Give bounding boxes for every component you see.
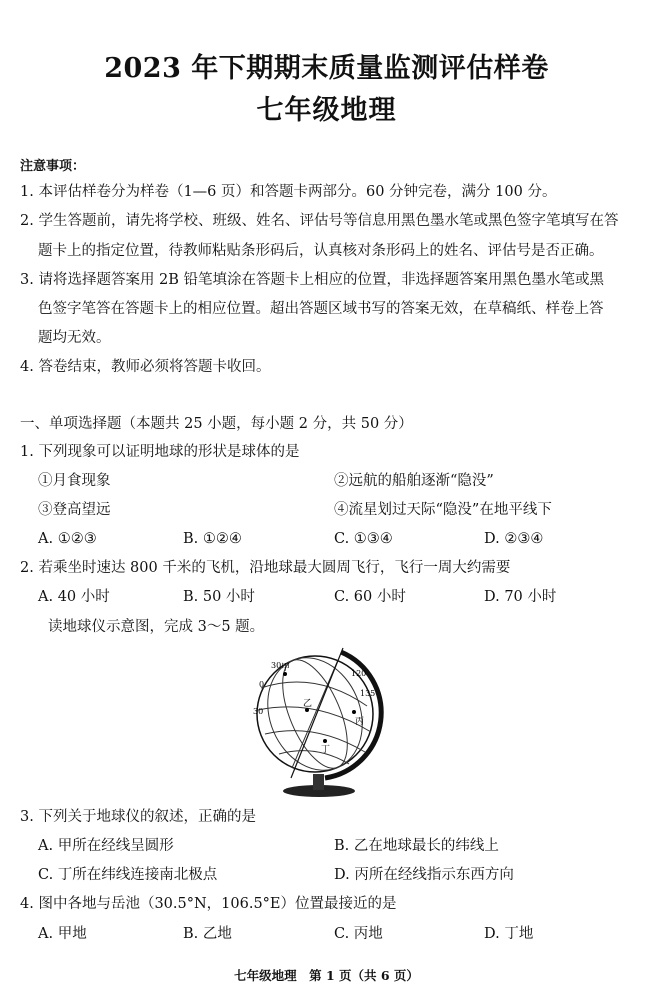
q1-item-4: ④流星划过天际“隐没”在地平线下 bbox=[334, 502, 552, 518]
q3-option-b: B. 乙在地球最长的纬线上 bbox=[334, 838, 499, 854]
label-bing: 丙 bbox=[355, 717, 365, 727]
label-135: 135 bbox=[360, 689, 376, 698]
q1-item-3: ③登高望远 bbox=[38, 502, 111, 518]
notes-heading: 注意事项： bbox=[20, 159, 86, 174]
q2-option-a: A. 40 小时 bbox=[38, 589, 110, 605]
q1-option-b: B. ①②④ bbox=[183, 531, 242, 547]
page-footer: 七年级地理 第 1 页（共 6 页） bbox=[234, 968, 419, 983]
q2-option-d: D. 70 小时 bbox=[484, 589, 557, 605]
question-1-stem: 1. 下列现象可以证明地球的形状是球体的是 bbox=[20, 444, 300, 460]
question-4-stem: 4. 图中各地与岳池（30.5°N，106.5°E）位置最接近的是 bbox=[20, 896, 397, 912]
note-line: 题卡上的指定位置，待教师粘贴条形码后，认真核对条形码上的姓名、评估号是否正确。 bbox=[38, 243, 604, 259]
read-instruction: 读地球仪示意图，完成 3～5 题。 bbox=[48, 619, 265, 635]
q2-option-c: C. 60 小时 bbox=[334, 589, 406, 605]
question-2-stem: 2. 若乘坐时速达 800 千米的飞机，沿地球最大圆周飞行，飞行一周大约需要 bbox=[20, 560, 511, 576]
question-3-stem: 3. 下列关于地球仪的叙述，正确的是 bbox=[20, 809, 256, 825]
exam-subject: 七年级地理 bbox=[256, 95, 397, 126]
note-line: 题均无效。 bbox=[38, 330, 111, 346]
q4-option-d: D. 丁地 bbox=[484, 926, 534, 942]
exam-title: 2023 年下期期末质量监测评估样卷 bbox=[104, 53, 549, 84]
q3-option-c: C. 丁所在纬线连接南北极点 bbox=[38, 867, 218, 883]
q1-option-d: D. ②③④ bbox=[484, 531, 544, 547]
label-120: 120 bbox=[351, 669, 367, 678]
label-yi: 乙 bbox=[303, 699, 313, 709]
label-30-left: 30 bbox=[253, 707, 264, 716]
label-jia: 甲 bbox=[281, 663, 291, 673]
q4-option-c: C. 丙地 bbox=[334, 926, 383, 942]
note-line: 3. 请将选择题答案用 2B 铅笔填涂在答题卡上相应的位置，非选择题答案用黑色墨水笔或黑 bbox=[20, 272, 605, 288]
q1-option-a: A. ①②③ bbox=[38, 531, 97, 547]
q4-option-b: B. 乙地 bbox=[183, 926, 232, 942]
label-ding: 丁 bbox=[321, 745, 331, 755]
q1-option-c: C. ①③④ bbox=[334, 531, 393, 547]
note-line: 1. 本评估样卷分为样卷（1—6 页）和答题卡两部分。60 分钟完卷，满分 100 分。 bbox=[20, 184, 557, 200]
q1-item-2: ②远航的船舶逐渐“隐没” bbox=[334, 473, 494, 489]
q2-option-b: B. 50 小时 bbox=[183, 589, 255, 605]
q1-item-1: ①月食现象 bbox=[38, 473, 111, 489]
note-line: 2. 学生答题前，请先将学校、班级、姓名、评估号等信息用黑色墨水笔或黑色签字笔填写在答 bbox=[20, 213, 619, 229]
q3-option-d: D. 丙所在经线指示东西方向 bbox=[334, 867, 514, 883]
label-0: 0 bbox=[259, 680, 265, 689]
label-30-top: 30 bbox=[271, 661, 282, 670]
globe-diagram bbox=[243, 640, 393, 800]
note-line: 色签字笔答在答题卡上的相应位置。超出答题区域书写的答案无效，在草稿纸、样卷上答 bbox=[38, 301, 604, 317]
q3-option-a: A. 甲所在经线呈圆形 bbox=[38, 838, 174, 854]
section-heading: 一、单项选择题（本题共 25 小题，每小题 2 分，共 50 分） bbox=[20, 416, 413, 432]
note-line: 4. 答卷结束，教师必须将答题卡收回。 bbox=[20, 359, 271, 375]
q4-option-a: A. 甲地 bbox=[38, 926, 87, 942]
